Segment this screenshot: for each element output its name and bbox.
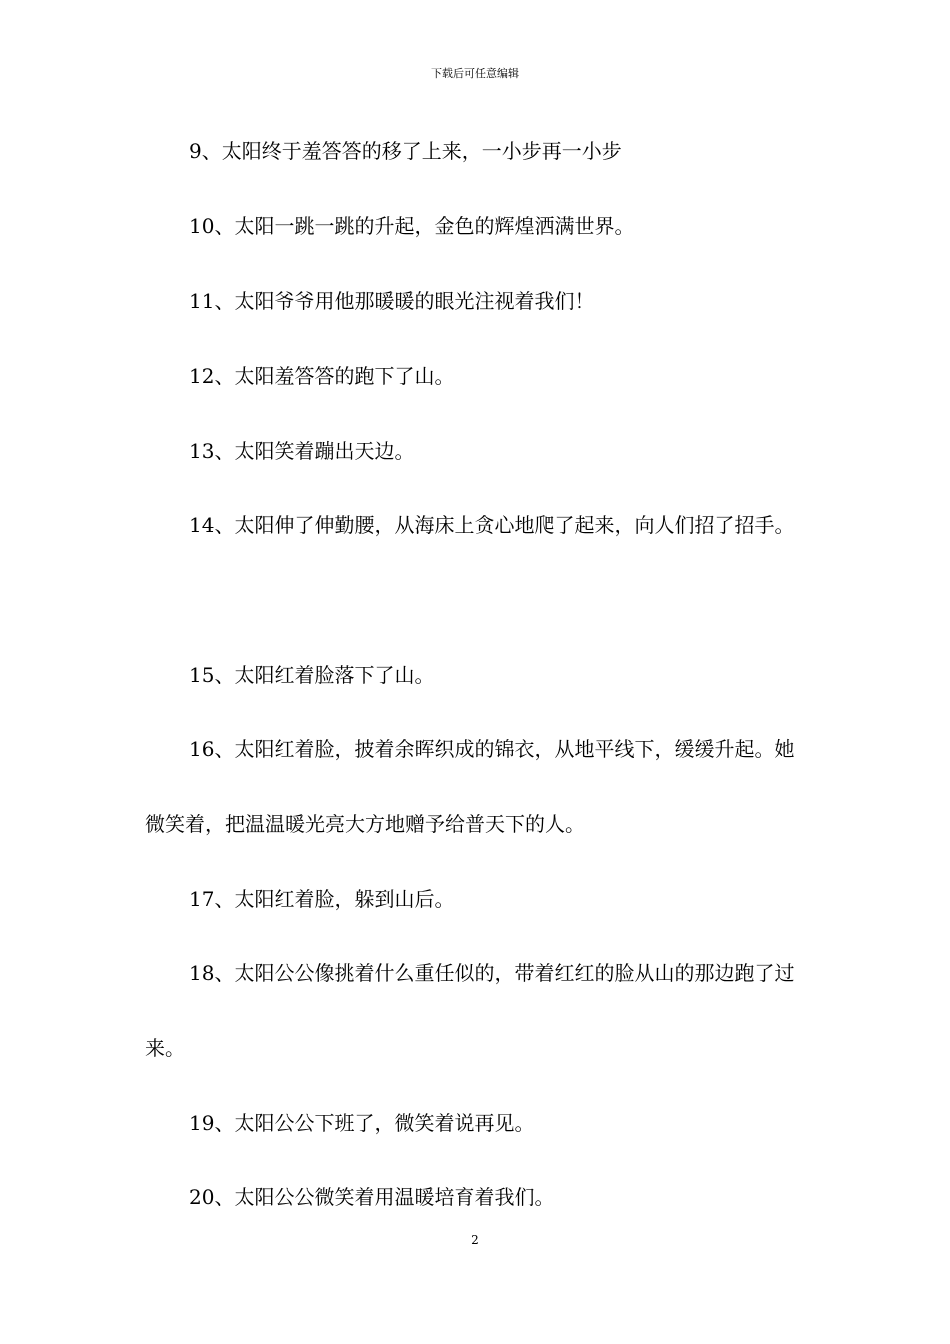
list-item: 16、太阳红着脸，披着余晖织成的锦衣，从地平线下，缓缓升起。她微笑着，把温温暖光亮大方地赠予给普天下的人。 <box>145 737 795 836</box>
list-item: 13、太阳笑着蹦出天边。 <box>189 439 415 463</box>
list-item: 19、太阳公公下班了，微笑着说再见。 <box>189 1111 535 1135</box>
list-item: 12、太阳羞答答的跑下了山。 <box>189 364 455 388</box>
list-item: 11、太阳爷爷用他那暖暖的眼光注视着我们！ <box>189 289 595 313</box>
list-item: 18、太阳公公像挑着什么重任似的，带着红红的脸从山的那边跑了过来。 <box>145 961 795 1060</box>
list-item: 14、太阳伸了伸勤腰，从海床上贪心地爬了起来，向人们招了招手。 <box>189 513 795 537</box>
list-item: 15、太阳红着脸落下了山。 <box>189 663 435 687</box>
list-item: 17、太阳红着脸，躲到山后。 <box>189 887 455 911</box>
list-item: 20、太阳公公微笑着用温暖培育着我们。 <box>189 1185 555 1209</box>
page-number: 2 <box>471 1233 479 1247</box>
page-header: 下载后可任意编辑 <box>431 67 519 80</box>
list-item: 9、太阳终于羞答答的移了上来，一小步再一小步 <box>189 139 622 163</box>
list-item: 10、太阳一跳一跳的升起，金色的辉煌洒满世界。 <box>189 214 635 238</box>
